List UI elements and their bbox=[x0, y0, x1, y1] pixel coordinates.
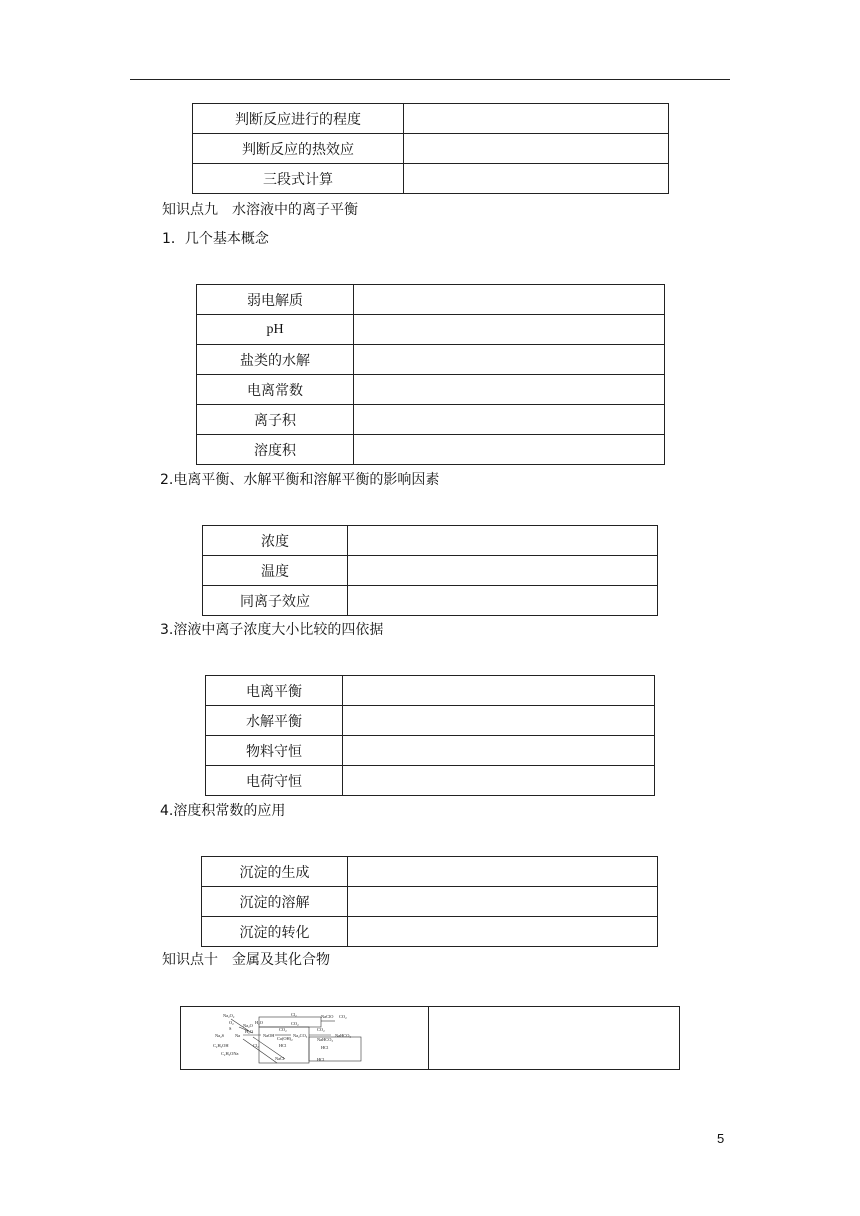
table-cell-term: 电离平衡 bbox=[206, 676, 343, 706]
label-hcl: HCl bbox=[279, 1043, 287, 1048]
table-cell-term: 水解平衡 bbox=[206, 706, 343, 736]
section-title-9: 知识点九 水溶液中的离子平衡 bbox=[162, 202, 358, 218]
table-row bbox=[206, 736, 655, 766]
label-na2o2: Na₂O₂ bbox=[223, 1013, 235, 1018]
table-row bbox=[197, 345, 665, 375]
table-cell-term: 电离常数 bbox=[197, 375, 354, 405]
subheading-ksp-applications: 4.溶度积常数的应用 bbox=[160, 803, 286, 819]
label-na2co3: Na₂CO₃ bbox=[293, 1033, 308, 1038]
label-s: S bbox=[229, 1026, 232, 1031]
table-cell-value bbox=[404, 164, 669, 194]
section-title-10: 知识点十 金属及其化合物 bbox=[162, 952, 330, 968]
table-cell-term: 弱电解质 bbox=[197, 285, 354, 315]
table-cell-value bbox=[348, 887, 658, 917]
table-cell-value bbox=[348, 917, 658, 947]
table-cell-term: 判断反应的热效应 bbox=[193, 134, 404, 164]
label-h2o-2: H₂O bbox=[245, 1029, 253, 1034]
table-metal-compounds bbox=[180, 1006, 680, 1070]
table-cell-value bbox=[404, 134, 669, 164]
table-row bbox=[193, 104, 669, 134]
table-row bbox=[197, 435, 665, 465]
table-cell-value bbox=[354, 285, 665, 315]
label-na2s: Na₂S bbox=[215, 1033, 225, 1038]
table-cell-value bbox=[348, 556, 658, 586]
label-co2-2: CO₂ bbox=[291, 1021, 299, 1026]
table-row bbox=[203, 526, 658, 556]
table-row bbox=[197, 315, 665, 345]
label-na: Na bbox=[235, 1033, 241, 1038]
table-influencing-factors bbox=[202, 525, 658, 616]
sodium-compounds-diagram bbox=[181, 1007, 427, 1069]
label-c2h5ona: C₂H₅ONa bbox=[221, 1051, 239, 1056]
table-row bbox=[197, 285, 665, 315]
label-caoh2: Ca(OH)₂ bbox=[277, 1036, 293, 1041]
page-number: 5 bbox=[717, 1131, 725, 1146]
table-cell-term: 判断反应进行的程度 bbox=[193, 104, 404, 134]
table-cell-term: 浓度 bbox=[203, 526, 348, 556]
table-cell-term: 沉淀的生成 bbox=[202, 857, 348, 887]
label-nacl: NaCl bbox=[275, 1056, 285, 1061]
label-o2: O₂ bbox=[229, 1020, 234, 1025]
table-row bbox=[197, 405, 665, 435]
label-h2o: H₂O bbox=[255, 1020, 263, 1025]
table-ksp-applications bbox=[201, 856, 658, 947]
table-row bbox=[202, 887, 658, 917]
table-cell-term: 温度 bbox=[203, 556, 348, 586]
table-cell-value bbox=[343, 676, 655, 706]
label-na2o: Na₂O bbox=[243, 1023, 253, 1028]
table-cell-value bbox=[354, 435, 665, 465]
table-row bbox=[206, 766, 655, 796]
table-cell-term: 物料守恒 bbox=[206, 736, 343, 766]
table-cell-term: 电荷守恒 bbox=[206, 766, 343, 796]
table-cell-term: 离子积 bbox=[197, 405, 354, 435]
subheading-influencing-factors: 2.电离平衡、水解平衡和溶解平衡的影响因素 bbox=[160, 472, 440, 488]
table-cell-value bbox=[348, 586, 658, 616]
table-cell-term: 同离子效应 bbox=[203, 586, 348, 616]
label-co2-h2o: CO₂ bbox=[317, 1027, 325, 1032]
table-cell-term: 沉淀的转化 bbox=[202, 917, 348, 947]
diagram-cell bbox=[181, 1007, 429, 1070]
table-row bbox=[202, 917, 658, 947]
table-cell-value bbox=[343, 706, 655, 736]
label-c2h5oh: C₂H₅OH bbox=[213, 1043, 229, 1048]
table-comparison-basis bbox=[205, 675, 655, 796]
table-row bbox=[193, 134, 669, 164]
table-cell-value bbox=[343, 736, 655, 766]
table-row bbox=[197, 375, 665, 405]
table-cell-value bbox=[354, 375, 665, 405]
label-cl2-2: Cl₂ bbox=[253, 1043, 259, 1048]
subheading-comparison-basis: 3.溶液中离子浓度大小比较的四依据 bbox=[160, 622, 384, 638]
label-naclo: NaClO bbox=[321, 1014, 334, 1019]
header-rule bbox=[130, 79, 730, 80]
table-cell-term: 溶度积 bbox=[197, 435, 354, 465]
table-reaction-applications bbox=[192, 103, 669, 194]
table-cell-term: pH bbox=[197, 315, 354, 345]
table-row bbox=[193, 164, 669, 194]
subheading-basic-concepts: 1．几个基本概念 bbox=[162, 231, 269, 247]
table-row bbox=[206, 676, 655, 706]
table-cell-value bbox=[354, 315, 665, 345]
table-cell-term: 三段式计算 bbox=[193, 164, 404, 194]
label-hcl-3: HCl bbox=[317, 1057, 325, 1062]
table-cell-term: 沉淀的溶解 bbox=[202, 887, 348, 917]
table-row bbox=[206, 706, 655, 736]
table-cell-value bbox=[429, 1007, 680, 1070]
label-nahco3-2: NaHCO₃ bbox=[317, 1037, 333, 1042]
label-co2-3: CO₂ bbox=[279, 1027, 287, 1032]
table-row bbox=[202, 857, 658, 887]
label-naoh: NaOH bbox=[263, 1033, 275, 1038]
table-cell-term: 盐类的水解 bbox=[197, 345, 354, 375]
table-row bbox=[203, 556, 658, 586]
label-nahco3: NaHCO₃ bbox=[335, 1033, 351, 1038]
table-basic-concepts bbox=[196, 284, 665, 465]
table-row bbox=[181, 1007, 680, 1070]
table-row bbox=[203, 586, 658, 616]
label-cl2: Cl₂ bbox=[291, 1012, 297, 1017]
label-co2: CO₂ bbox=[339, 1014, 347, 1019]
label-hcl-2: HCl bbox=[321, 1045, 329, 1050]
table-cell-value bbox=[404, 104, 669, 134]
table-cell-value bbox=[354, 405, 665, 435]
table-cell-value bbox=[354, 345, 665, 375]
table-cell-value bbox=[343, 766, 655, 796]
table-cell-value bbox=[348, 857, 658, 887]
table-cell-value bbox=[348, 526, 658, 556]
